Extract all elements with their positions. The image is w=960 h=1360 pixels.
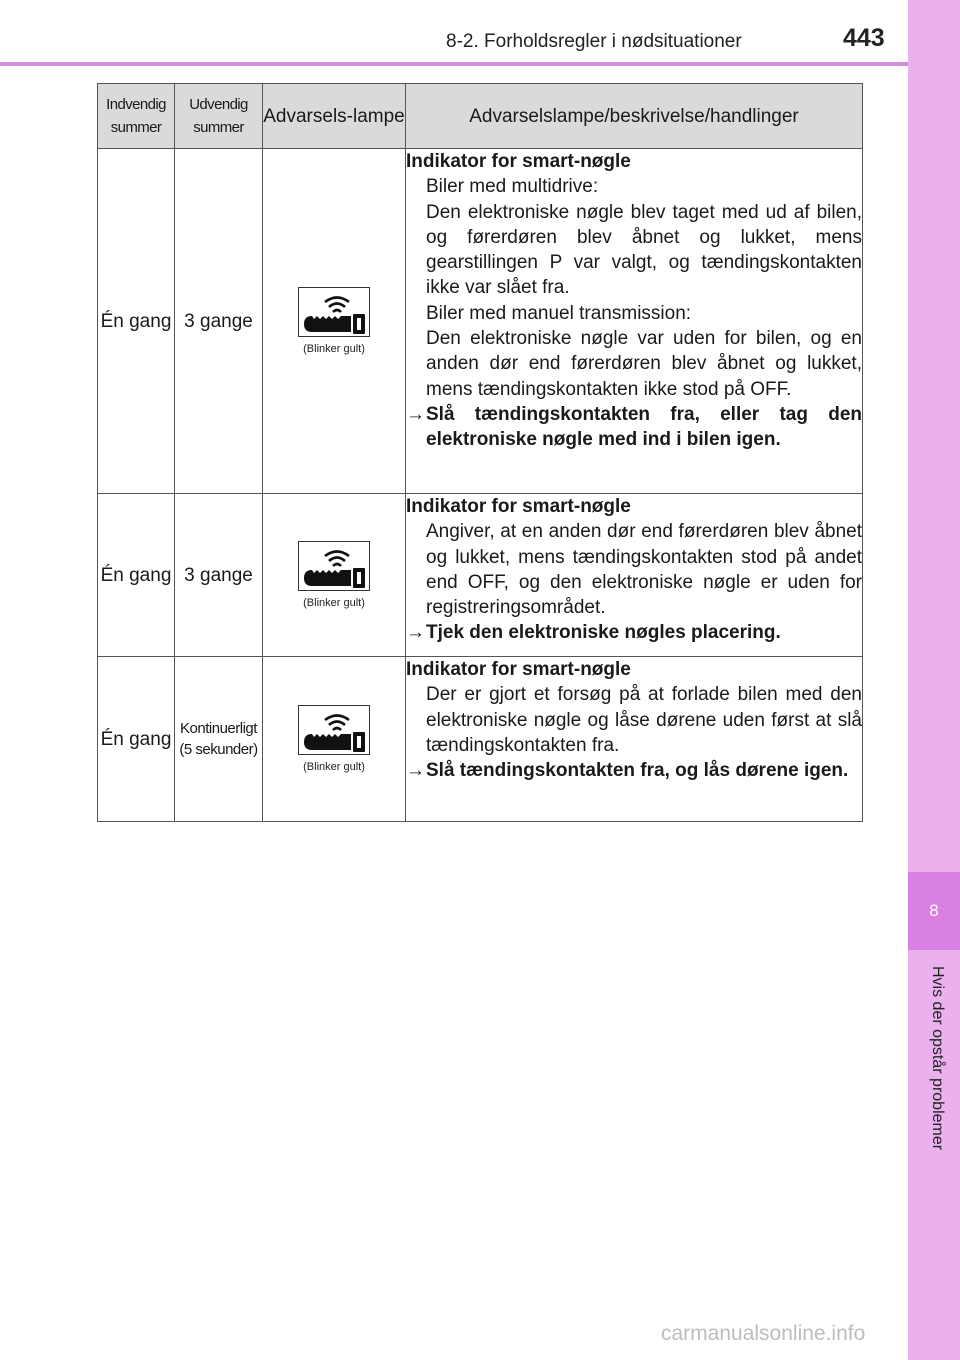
description-paragraph: Der er gjort et forsøg på at forlade bilen med den elektroniske nøgle og låse dørene uden først at slå tændingskontakten fra. <box>426 684 862 756</box>
warning-table <box>97 83 863 822</box>
table-row <box>98 149 863 494</box>
header-description: Advarselslampe/beskrivelse/handlinger <box>406 84 863 149</box>
outside-buzzer-count: Kontinuerligt (5 sekunder) <box>175 657 263 822</box>
action-text: Slå tændingskontakten fra, eller tag den elektroniske nøgle med ind i bilen igen. <box>426 403 862 451</box>
lamp-caption: (Blinker gult) <box>303 761 365 773</box>
action-instruction <box>406 402 862 453</box>
description-paragraph: Biler med manuel transmission: <box>426 302 692 324</box>
description-title: Indikator for smart-nøgle <box>406 496 631 517</box>
description-paragraph: Den elektroniske nøgle var uden for bilen, og en anden dør end førerdøren blev åbnet og lukket, mens tændingskontakten ikke stod på OFF. <box>426 328 862 400</box>
outside-buzzer-count: 3 gange <box>175 149 263 494</box>
table-row <box>98 494 863 657</box>
table-header-row <box>98 84 863 149</box>
header-outside-buzzer: Udvendig summer <box>175 84 263 149</box>
description-cell <box>406 149 863 494</box>
description-paragraph: Biler med multidrive: <box>426 176 599 198</box>
description-title: Indikator for smart-nøgle <box>406 659 631 680</box>
section-title: 8-2. Forholdsregler i nødsituationer <box>446 31 742 52</box>
action-instruction <box>406 620 862 645</box>
lamp-caption: (Blinker gult) <box>303 343 365 355</box>
description-cell <box>406 494 863 657</box>
arrow-icon: → <box>406 403 425 425</box>
smart-key-indicator-icon <box>298 705 370 755</box>
chapter-number: 8 <box>908 872 960 950</box>
inside-buzzer-count: Én gang <box>98 657 175 822</box>
description-title: Indikator for smart-nøgle <box>406 151 631 172</box>
smart-key-indicator-icon <box>298 541 370 591</box>
header-inside-buzzer: Indvendig summer <box>98 84 175 149</box>
table-row <box>98 657 863 822</box>
outside-buzzer-count: 3 gange <box>175 494 263 657</box>
description-paragraph: Angiver, at en anden dør end førerdøren blev åbnet og lukket, mens tændingskontakten stod på andet end OFF, og den elektroniske nøgle er uden for registreringsområdet. <box>426 521 862 619</box>
lamp-caption: (Blinker gult) <box>303 597 365 609</box>
page-number: 443 <box>843 24 885 52</box>
description-cell <box>406 657 863 822</box>
action-instruction <box>406 758 862 783</box>
inside-buzzer-count: Én gang <box>98 494 175 657</box>
smart-key-indicator-icon <box>298 287 370 337</box>
warning-lamp-cell <box>263 149 406 494</box>
warning-lamp-cell <box>263 657 406 822</box>
inside-buzzer-count: Én gang <box>98 149 175 494</box>
watermark: carmanualsonline.info <box>661 1322 866 1345</box>
header-warning-lamp: Advarsels-lampe <box>263 84 406 149</box>
action-text: Tjek den elektroniske nøgles placering. <box>426 622 781 644</box>
arrow-icon: → <box>406 622 425 644</box>
arrow-icon: → <box>406 760 425 782</box>
description-paragraph: Den elektroniske nøgle blev taget med ud af bilen, og førerdøren blev åbnet og lukket, mens gearstillingen P var valgt, og tændingskontakten ikke var slået fra. <box>426 201 862 299</box>
chapter-title: Hvis der opstår problemer <box>929 966 946 1151</box>
chapter-sidebar <box>908 0 960 1360</box>
warning-lamp-cell <box>263 494 406 657</box>
action-text: Slå tændingskontakten fra, og lås dørene igen. <box>426 760 849 782</box>
header-rule <box>0 62 908 66</box>
